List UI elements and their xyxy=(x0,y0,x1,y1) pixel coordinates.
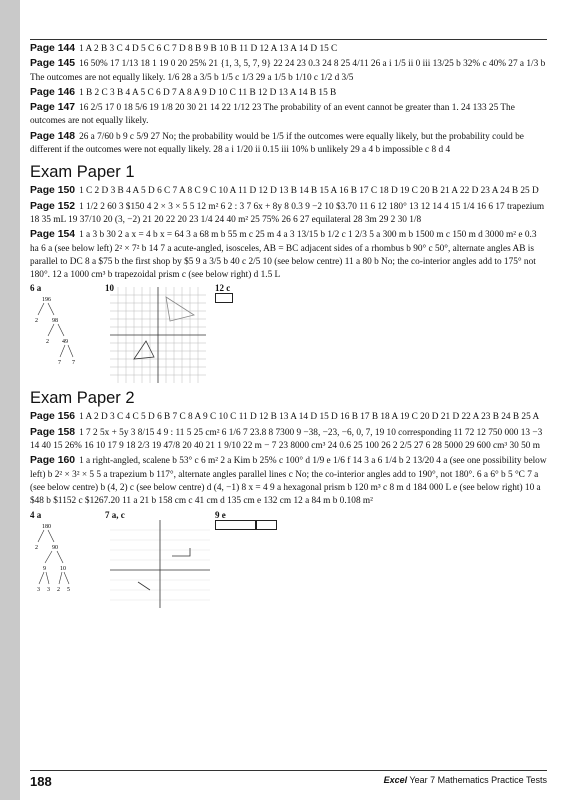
answers-content xyxy=(30,42,547,610)
tree-node: 2 xyxy=(46,339,49,346)
figures-row xyxy=(30,283,547,383)
answer-entry xyxy=(30,200,547,228)
answers-text: 16 2/5 17 0 18 5/6 19 1/8 20 30 21 14 22 1/12 23 The probability of an event cannot be greater than 1. 24 133 25 The outcomes are not equally likely. xyxy=(30,103,515,127)
page-ref: Page 158 xyxy=(30,426,76,438)
page-ref: Page 154 xyxy=(30,229,76,241)
page-ref: Page 145 xyxy=(30,58,76,70)
answer-entry xyxy=(30,410,547,424)
answer-entry xyxy=(30,426,547,454)
figure-label: 12 c xyxy=(215,283,231,294)
tree-node: 3 xyxy=(37,586,40,593)
page-ref: Page 146 xyxy=(30,86,76,98)
tree-node: 49 xyxy=(62,339,68,346)
answers-text: 1 7 2 5x + 5y 3 8/15 4 9 : 11 5 25 cm² 6 1/6 7 23.8 8 7300 9 −38, −23, −6, 0, 7, 19 10 corresponding 11 72 12 750 000 13 −3 14 40 15 26% 16 10 17 9 18 2/3 19 47/8 20 40 21 1 9/10 22 m − 7 23 8000 cm³ 24 0.6 25 100 26 2 2/5 27 6 28 5000 29 600 cm³ 30 50 m xyxy=(30,427,543,452)
figure-label: 7 a, c xyxy=(105,509,125,520)
tree-node: 98 xyxy=(52,318,58,325)
tree-node: 7 xyxy=(72,360,75,367)
page-ref: Page 156 xyxy=(30,411,76,423)
answers-text: 1 C 2 D 3 B 4 A 5 D 6 C 7 A 8 C 9 C 10 A 11 D 12 D 13 B 14 B 15 A 16 B 17 C 18 D 19 C 20 B 21 A 22 D 23 A 24 B 25 D xyxy=(79,186,539,197)
answer-entry xyxy=(30,454,547,508)
section-heading: Exam Paper 2 xyxy=(30,389,135,408)
book-title xyxy=(384,775,547,785)
answer-entry xyxy=(30,228,547,282)
top-rule xyxy=(30,39,547,40)
page-ref: Page 160 xyxy=(30,455,76,467)
answers-text: 26 a 7/60 b 9 c 5/9 27 No; the probability would be 1/5 if the outcomes were equally likely, but the probability could be different if the outcomes were not equally likely. 28 a i 1/20 ii 0.15 iii 10% b unlikely 29 a 4 b impossible c 8 d 4 xyxy=(30,131,524,156)
answer-entry xyxy=(30,86,547,100)
page-ref: Page 144 xyxy=(30,43,76,54)
page-ref: Page 147 xyxy=(30,102,76,114)
tree-node: 9 xyxy=(43,565,46,572)
coordinate-grid-figure xyxy=(110,287,206,383)
figure-label: 9 e xyxy=(215,509,226,520)
answers-text: 1 A 2 D 3 C 4 C 5 D 6 B 7 C 8 A 9 C 10 C 11 D 12 B 13 A 14 D 15 D 16 B 17 B 18 A 19 C 20 D 21 D 22 A 23 B 24 B 25 A xyxy=(79,412,540,423)
prism-net-cell xyxy=(215,293,233,303)
figure-label: 6 a xyxy=(30,283,42,294)
answers-text: 1 B 2 C 3 B 4 A 5 C 6 D 7 A 8 A 9 D 10 C 11 B 12 D 13 A 14 B 15 B xyxy=(79,87,337,98)
tree-node: 10 xyxy=(60,565,66,572)
tree-node: 2 xyxy=(35,544,38,551)
answers-text: 1 A 2 B 3 C 4 D 5 C 6 C 7 D 8 B 9 B 10 B 11 D 12 A 13 A 14 D 15 C xyxy=(79,44,338,54)
page-ref: Page 152 xyxy=(30,200,76,212)
tree-node: 196 xyxy=(42,297,51,304)
footer-rule xyxy=(30,770,547,771)
figures-row xyxy=(30,510,547,610)
coordinate-grid-figure xyxy=(110,520,210,608)
answer-entry xyxy=(30,42,547,56)
answer-entry xyxy=(30,101,547,129)
factor-tree-figure xyxy=(30,293,90,373)
tree-node: 2 xyxy=(57,586,60,593)
answer-entry xyxy=(30,57,547,85)
answers-text: 1 a 3 b 30 2 a x = 4 b x = 64 3 a 68 m b 55 m c 25 m 4 a 3 13/15 b 1/2 c 1 2/3 5 a 300 m b 1500 m c 150 m d 3000 m² e 0.3 ha 6 a (see below left) 2² × 7² b 14 7 a acute-angled, isosceles, AB = BC adjacent sides of a rhombus b 90° c 50°, alternate angles AB is parallel to DC 8 a $75 b the first shop by $5 9 a 3/5 b 40 c 2/5 10 (see below centre) 11 a 80 b No; the co-interior angles add to 175° not 180°. 12 a 1000 cm³ b trapezoidal prism c (see below right) d 1.5 L xyxy=(30,230,537,281)
series-name: Excel xyxy=(383,775,408,785)
tree-node: 3 xyxy=(47,586,50,593)
section-heading: Exam Paper 1 xyxy=(30,163,135,182)
tree-node: 5 xyxy=(67,586,70,593)
figure-label: 4 a xyxy=(30,509,42,520)
answers-text: 16 50% 17 1/13 18 1 19 0 20 25% 21 {1, 3, 5, 7, 9} 22 24 23 0.3 24 8 25 4/11 26 a i 1/5 ii 0 iii 13/25 b 32% c 40% 27 a 1/3 b The outcomes are not equally likely. 1/6 28 a 3/5 b 1/5 c 1/3 29 a 1/5 b 1/10 c 1/2 d 3/5 xyxy=(30,59,546,83)
book-title-text: Year 7 Mathematics Practice Tests xyxy=(409,775,547,785)
answers-text: 1 a right-angled, scalene b 53° c 6 m² 2 a Kim b 25% c 100° d 1/9 e 1/6 f 14 3 a 6 1/4 b 2 13/20 4 a (see one possibility below left) b 2² × 3² × 5 5 a trapezium b 117°, alternate angles parallel lines c No; the co-interior angles add to 190°, not 180°. 6 a 6° b 5 °C 7 a (see below centre) b (4, 2) c (see below centre) d (4, −1) 8 x = 4 9 a hexagonal prism b 120 m³ c 8 m d 184 000 L e (see below right) 10 a $48 b $1152 c $1267.20 11 a 21 b 158 cm c 41 cm d 135 cm e 132 cm 12 a 84 m b 0.108 m² xyxy=(30,456,547,507)
answer-entry xyxy=(30,184,547,198)
page-number: 188 xyxy=(30,774,52,789)
prism-net-cell xyxy=(215,520,257,530)
page-ref: Page 148 xyxy=(30,130,76,142)
figure-label: 10 xyxy=(105,283,114,294)
answer-entry xyxy=(30,130,547,158)
tree-node: 7 xyxy=(58,360,61,367)
answers-text: 1 1/2 2 60 3 $150 4 2 × 3 × 5 5 12 m² 6 2 : 3 7 6x + 8y 8 0.3 9 −2 10 $3.70 11 6 12 180° 13 12 14 4 15 1/4 16 6 17 trapezium 18 35 mL 19 37/10 20 (3, −2) 21 20 22 20 23 1/4 24 40 m² 25 75% 26 6 27 equilateral 28 3m 29 2 30 1/8 xyxy=(30,201,545,225)
tree-node: 180 xyxy=(42,523,51,530)
factor-tree-figure xyxy=(30,520,90,600)
prism-net-cell xyxy=(255,520,277,530)
page-margin-strip xyxy=(0,0,20,800)
page-ref: Page 150 xyxy=(30,185,76,197)
page-footer xyxy=(30,770,547,789)
tree-node: 2 xyxy=(35,318,38,325)
tree-node: 90 xyxy=(52,544,58,551)
